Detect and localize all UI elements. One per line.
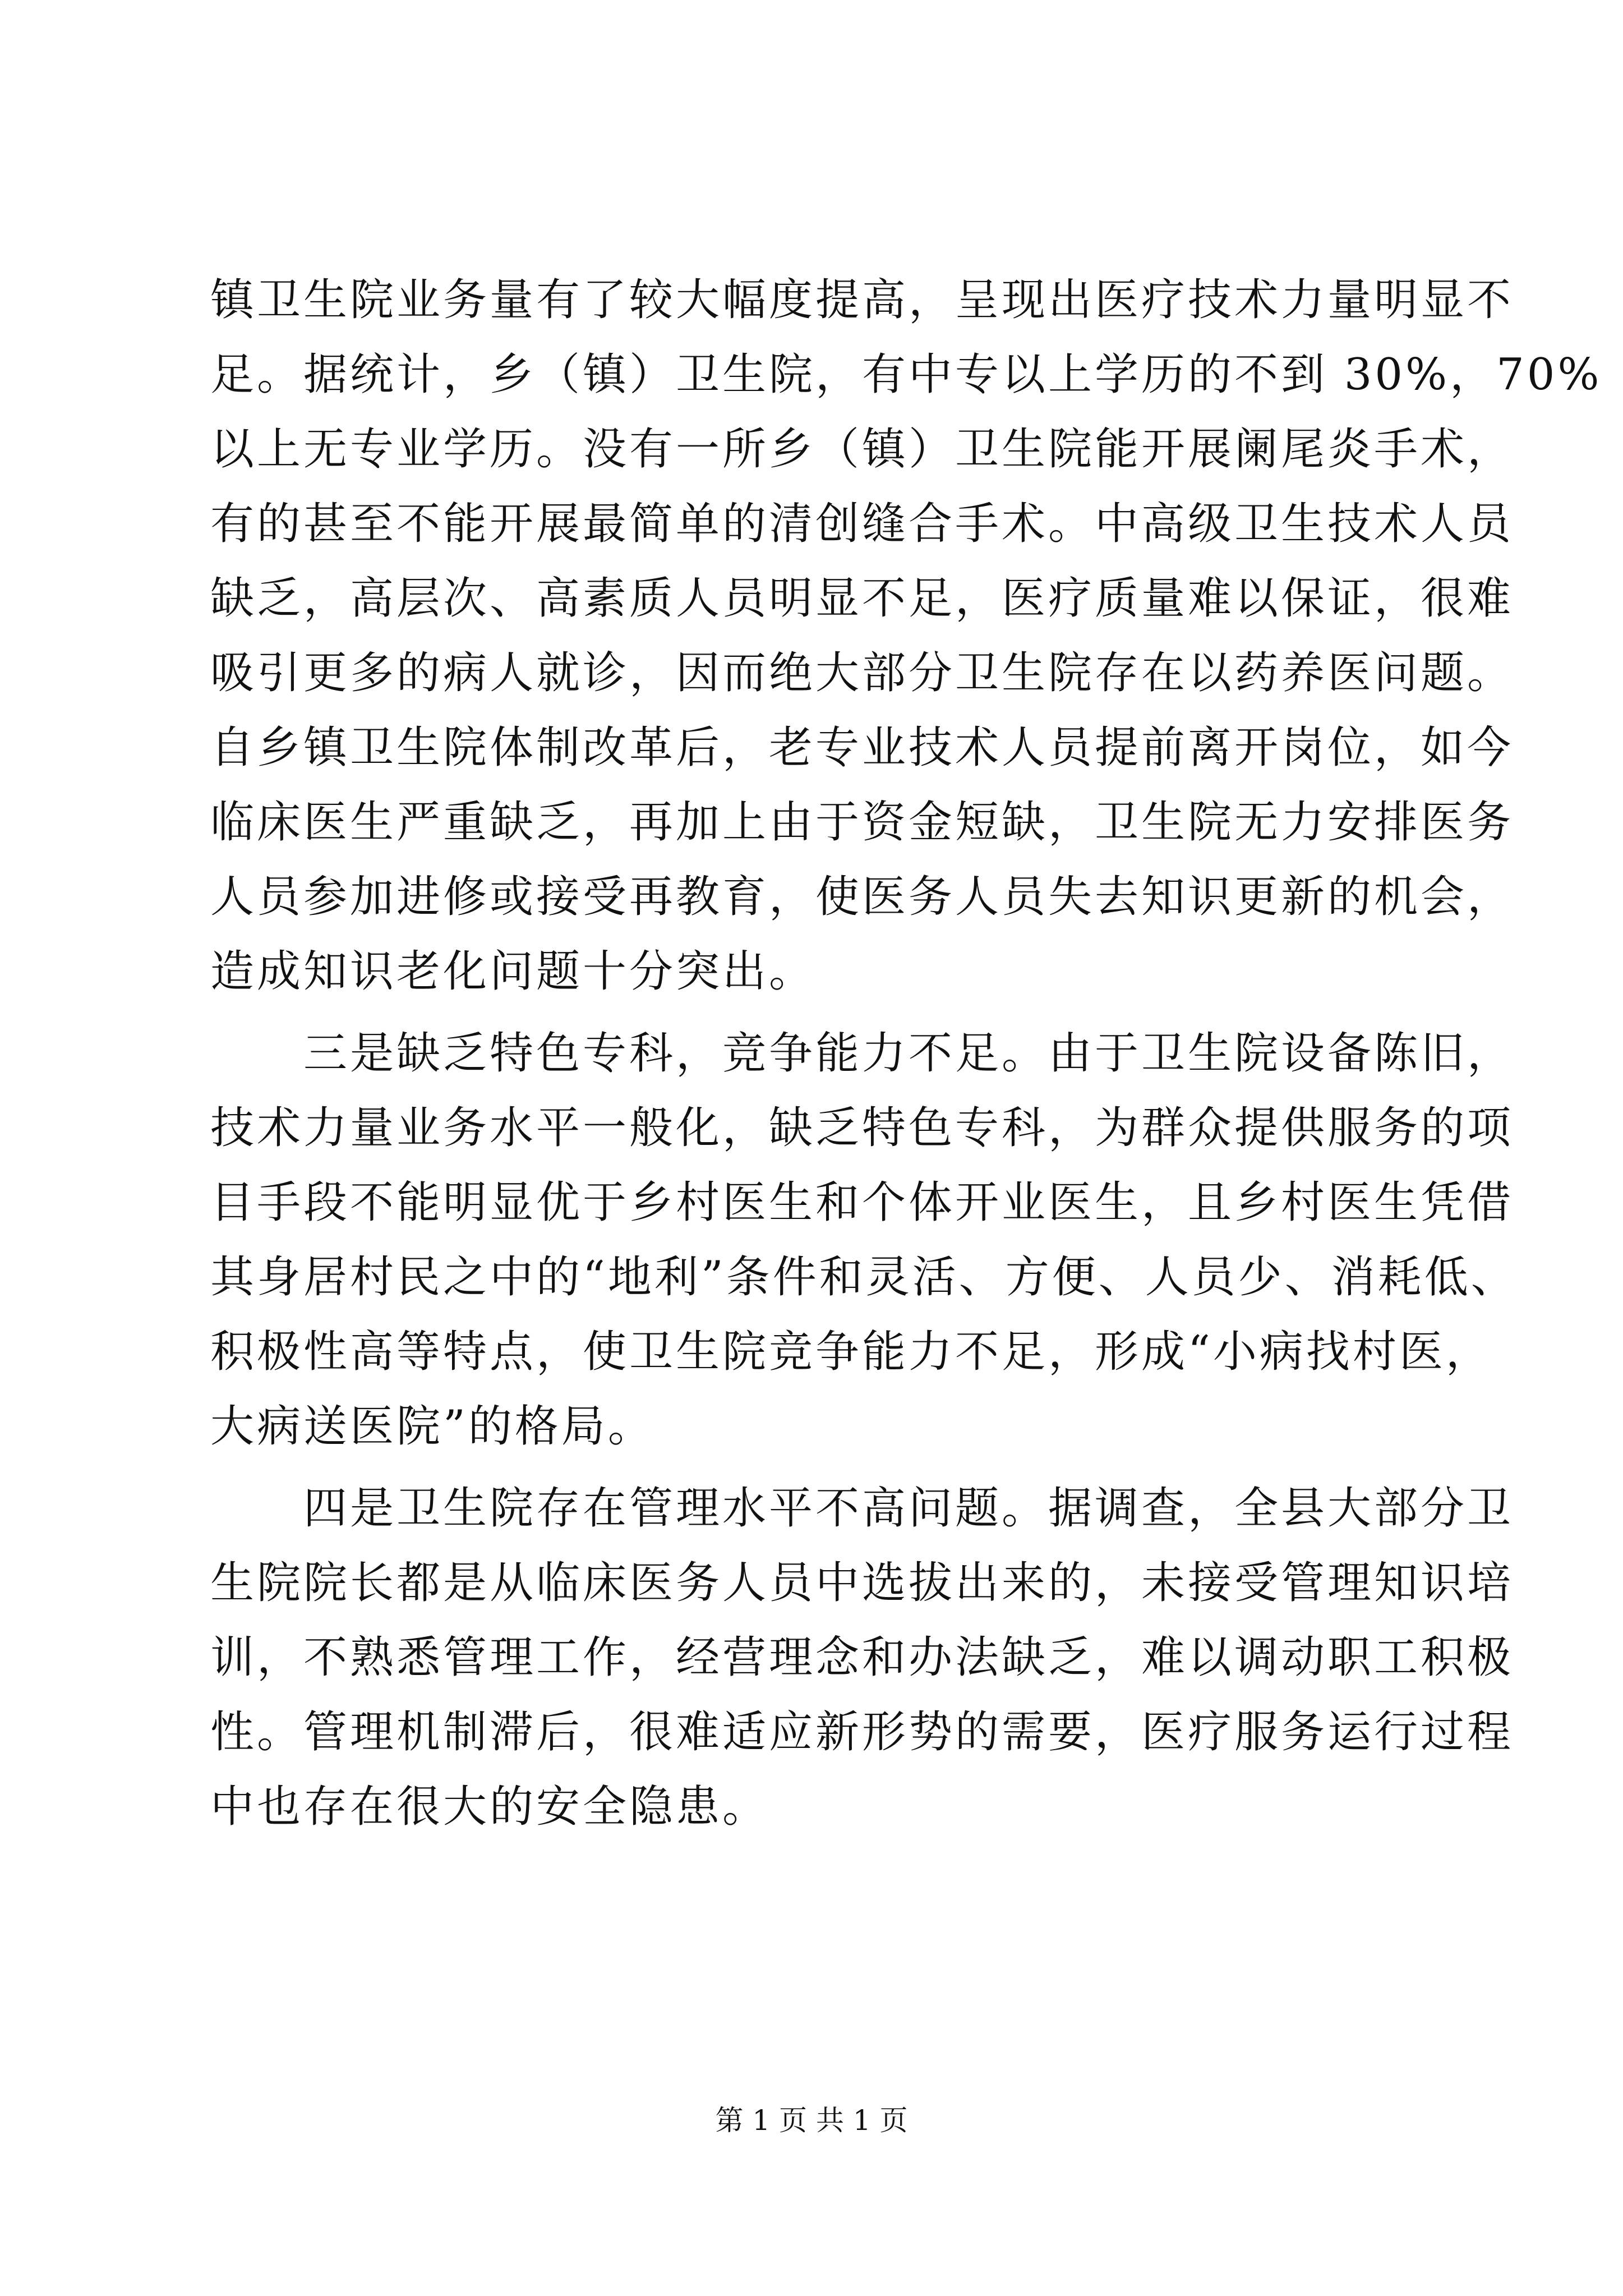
text-line: 临床医生严重缺乏，再加上由于资金短缺，卫生院无力安排医务 (210, 797, 1514, 848)
paragraph-three-start: 三是缺乏特色专科，竞争能力不足。由于卫生院设备陈旧， (210, 1028, 1514, 1079)
text-line: 足。据统计，乡（镇）卫生院，有中专以上学历的不到 30%，70% (210, 349, 1602, 400)
text-line: 吸引更多的病人就诊，因而绝大部分卫生院存在以药养医问题。 (210, 648, 1514, 698)
paragraph-four-start: 四是卫生院存在管理水平不高问题。据调查，全县大部分卫 (210, 1483, 1514, 1534)
text-line: 有的甚至不能开展最简单的清创缝合手术。中高级卫生技术人员 (210, 499, 1514, 549)
text-line: 训，不熟悉管理工作，经营理念和办法缺乏，难以调动职工积极 (210, 1632, 1514, 1683)
text-line: 以上无专业学历。没有一所乡（镇）卫生院能开展阑尾炎手术， (210, 424, 1514, 475)
text-line: 造成知识老化问题十分突出。 (210, 946, 816, 997)
text-line: 积极性高等特点，使卫生院竞争能力不足，形成“小病找村医， (210, 1327, 1492, 1377)
text-line: 技术力量业务水平一般化，缺乏特色专科，为群众提供服务的项 (210, 1103, 1514, 1153)
text-line: 镇卫生院业务量有了较大幅度提高，呈现出医疗技术力量明显不 (210, 275, 1514, 325)
text-line: 目手段不能明显优于乡村医生和个体开业医生，且乡村医生凭借 (210, 1177, 1514, 1228)
text-line: 大病送医院”的格局。 (210, 1401, 654, 1452)
page-number-footer: 第 1 页 共 1 页 (715, 2104, 908, 2137)
text-line: 缺乏，高层次、高素质人员明显不足，医疗质量难以保证，很难 (210, 573, 1514, 624)
text-line: 自乡镇卫生院体制改革后，老专业技术人员提前离开岗位，如今 (210, 723, 1514, 773)
text-line: 中也存在很大的安全隐患。 (210, 1782, 769, 1832)
text-line: 性。管理机制滞后，很难适应新形势的需要，医疗服务运行过程 (210, 1707, 1514, 1757)
text-line: 人员参加进修或接受再教育，使医务人员失去知识更新的机会， (210, 872, 1514, 922)
text-line: 生院院长都是从临床医务人员中选拔出来的，未接受管理知识培 (210, 1558, 1514, 1608)
text-line: 其身居村民之中的“地利”条件和灵活、方便、人员少、消耗低、 (210, 1252, 1518, 1303)
